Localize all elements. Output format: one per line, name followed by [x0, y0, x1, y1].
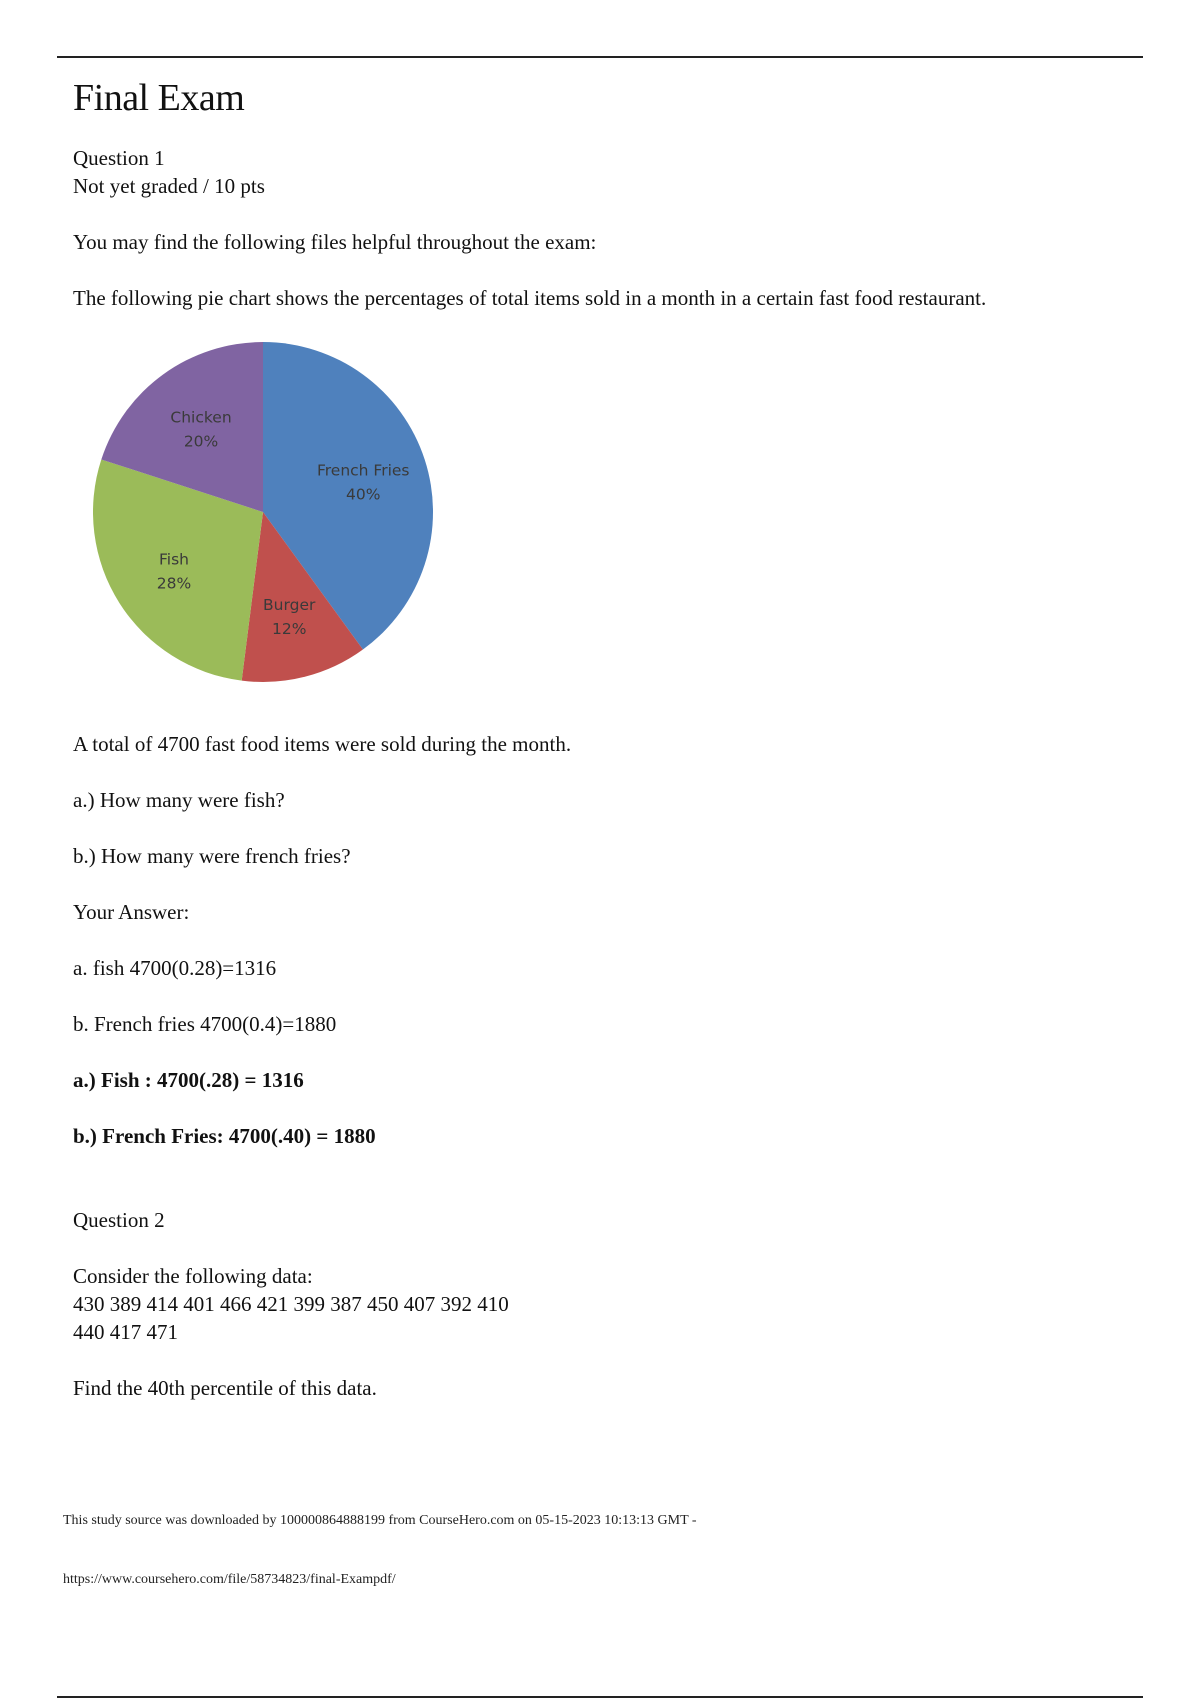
data-line-1: 430 389 414 401 466 421 399 387 450 407 392 410 [73, 1292, 509, 1316]
key-answer-b: b.) French Fries: 4700(.40) = 1880 [73, 1124, 376, 1148]
exam-content [73, 70, 1133, 1402]
pie-chart [83, 332, 443, 692]
pie-label-burger: Burger [263, 596, 316, 615]
question-b: b.) How many were french fries? [73, 844, 351, 868]
bottom-rule [57, 1696, 1143, 1698]
question-2-label: Question 2 [73, 1208, 165, 1232]
question-a: a.) How many were fish? [73, 788, 285, 812]
total-items: A total of 4700 fast food items were sold during the month. [73, 732, 572, 756]
pie-value-french-fries: 40% [346, 485, 381, 504]
percentile-question: Find the 40th percentile of this data. [73, 1376, 377, 1400]
pie-value-fish: 28% [156, 574, 192, 593]
files-intro: You may find the following files helpful throughout the exam: [73, 230, 597, 254]
consider-text: Consider the following data: [73, 1264, 313, 1288]
question-1 [73, 144, 1133, 1150]
footer-url: https://www.coursehero.com/file/58734823/final-Exampdf/ [63, 1572, 396, 1587]
answer-a: a. fish 4700(0.28)=1316 [73, 956, 277, 980]
question-2 [73, 1206, 1133, 1402]
question-1-grade: Not yet graded / 10 pts [73, 174, 265, 198]
top-rule [57, 56, 1143, 58]
pie-label-french-fries: French Fries [316, 461, 410, 480]
your-answer-label: Your Answer: [73, 900, 190, 924]
pie-label-chicken: Chicken [170, 408, 232, 427]
key-answer-a: a.) Fish : 4700(.28) = 1316 [73, 1068, 304, 1092]
data-line-2: 440 417 471 [73, 1320, 178, 1344]
chart-description: The following pie chart shows the percentages of total items sold in a month in a certain fast food restaurant. [73, 286, 987, 310]
pie-value-chicken: 20% [183, 432, 219, 451]
footer-source: This study source was downloaded by 100000864888199 from CourseHero.com on 05-15-2023 10:13:13 GMT - [63, 1513, 697, 1528]
pie-value-burger: 12% [271, 620, 307, 639]
pie-chart-svg [83, 332, 443, 692]
answer-b: b. French fries 4700(0.4)=1880 [73, 1012, 337, 1036]
question-1-label: Question 1 [73, 146, 165, 170]
pie-label-fish: Fish [159, 550, 190, 569]
page-title: Final Exam [73, 77, 245, 119]
